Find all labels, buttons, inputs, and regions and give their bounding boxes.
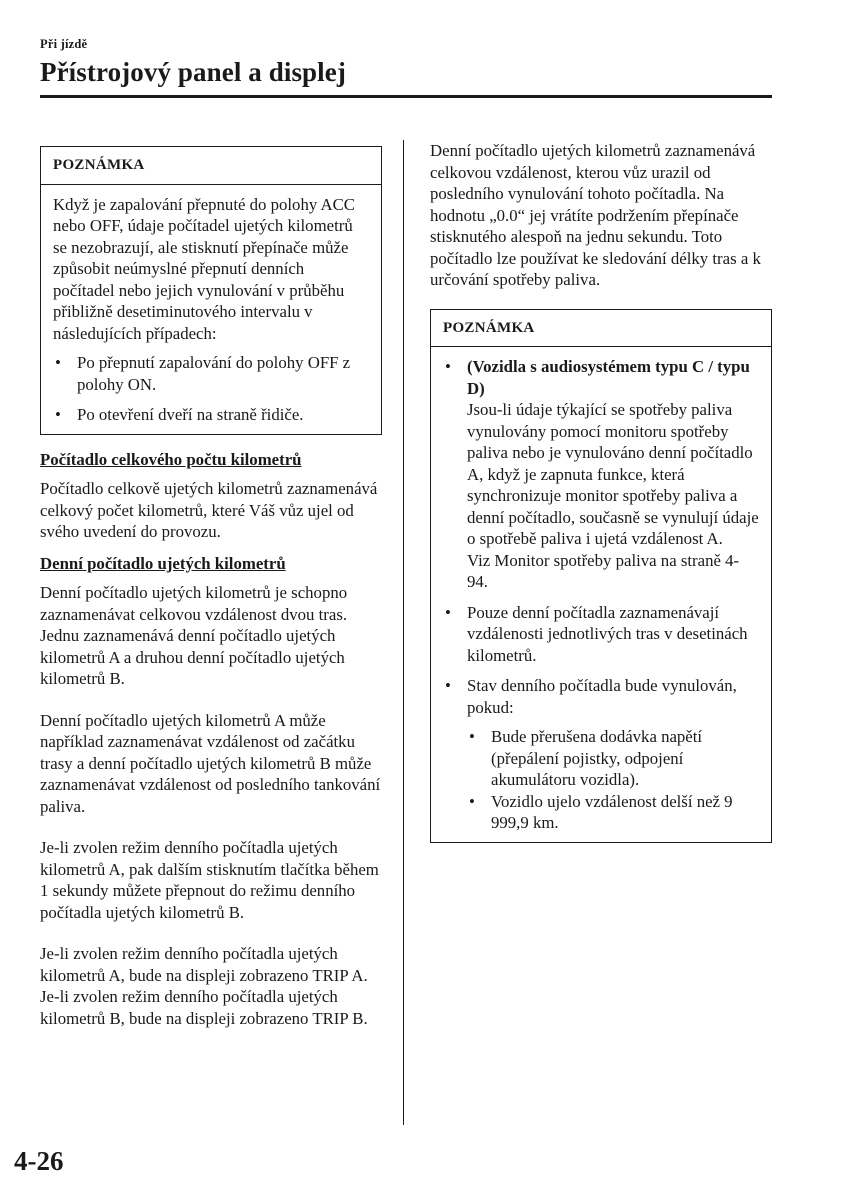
sub-bullet-list: [467, 726, 759, 834]
note-box-trip: [430, 309, 772, 843]
odometer-text: Počítadlo celkově ujetých kilometrů zaznamenává celkový počet kilometrů, které Váš vůz ujel od svého uvedení do provozu.: [40, 479, 378, 541]
sub-bullet: • Bude přerušena dodávka napětí (přepálení pojistky, odpojení akumulátoru vozidla).: [467, 726, 759, 791]
trip-paragraph: Je-li zvolen režim denního počítadla ujetých kilometrů A, pak dalším stisknutím tlačítka během 1 sekundy můžete přepnout do režimu denního počítadla ujetých kilometrů B.: [40, 838, 379, 922]
note-bullet-list: [53, 352, 369, 426]
note-bullet-text: • Stav denního počítadla bude vynulován, pokud:: [467, 676, 737, 717]
note-bullet-list: [443, 356, 759, 834]
trip-paragraph: Denní počítadlo ujetých kilometrů A může například zaznamenávat vzdálenost od začátku trasy a denní počítadlo ujetých kilometrů B může zaznamenávat vzdálenost od posledního tankování paliva.: [40, 710, 381, 816]
page-title: Přístrojový panel a displej: [40, 57, 346, 87]
note-heading: POZNÁMKA: [41, 147, 381, 185]
left-column: [40, 146, 382, 1029]
note-box-ignition: [40, 146, 382, 435]
note-body: [431, 347, 771, 842]
column-divider: [403, 140, 404, 1125]
note-bullet-reset: [443, 675, 759, 834]
trip-paragraph: Je-li zvolen režim denního počítadla ujetých kilometrů A, bude na displeji zobrazeno TRIP A. Je-li zvolen režim denního počítadla ujetých kilometrů B, bude na displeji zobrazeno TRIP B.: [40, 944, 368, 1028]
title-rule: [40, 95, 772, 98]
note-intro: Když je zapalování přepnuté do polohy ACC nebo OFF, údaje počítadel ujetých kilometrů se nezobrazují, ale stisknutí přepínače může způsobit neúmyslné přepnutí denních počítadel nebo jejich vynulování v průběhu přibližně desetiminutového intervalu v následujících případech:: [53, 194, 355, 343]
note-heading: POZNÁMKA: [431, 310, 771, 348]
note-bullet: • Po otevření dveří na straně řidiče.: [53, 404, 369, 426]
section-label: Při jízdě: [40, 37, 88, 51]
right-column: [430, 140, 772, 843]
trip-paragraph: Denní počítadlo ujetých kilometrů je schopno zaznamenávat celkovou vzdálenost dvou tras. Jednu zaznamenává denní počítadlo ujetých kilometrů A a druhou denní počítadlo ujetých kilometrů B.: [40, 583, 348, 688]
sub-bullet: • Vozidlo ujelo vzdálenost delší než 9 999,9 km.: [467, 791, 759, 834]
trip-heading: Denní počítadlo ujetých kilometrů: [40, 553, 286, 573]
note-bullet-reference: Viz Monitor spotřeby paliva na straně 4-94.: [467, 550, 740, 591]
note-bullet: • Po přepnutí zapalování do polohy OFF z polohy ON.: [53, 352, 369, 395]
odometer-heading: Počítadlo celkového počtu kilometrů: [40, 449, 302, 469]
page-number: 4-26: [14, 1146, 64, 1176]
note-bullet-audio: [443, 356, 759, 593]
note-body: [41, 185, 381, 434]
note-bullet: • Pouze denní počítadla zaznamenávají vzdálenosti jednotlivých tras v desetinách kilometrů.: [443, 602, 759, 667]
note-bullet-title: • (Vozidla s audiosystémem typu C / typu D): [467, 357, 750, 398]
trip-intro: Denní počítadlo ujetých kilometrů zaznamenává celkovou vzdálenost, kterou vůz urazil od posledního vynulování tohoto počítadla. Na hodnotu „0.0“ jej vrátíte podržením přepínače stisknutého alespoň na jednu sekundu. Toto počítadlo lze používat ke sledování délky tras a k určování spotřeby paliva.: [430, 141, 761, 289]
note-bullet-text: Jsou-li údaje týkající se spotřeby paliva vynulovány pomocí monitoru spotřeby paliva nebo je vynulováno denní počítadlo A, když je zapnuta funkce, která synchronizuje monitor spotřeby paliva a denní počítadlo, současně se vynulují údaje o spotřebě paliva i ujetá vzdálenost A.: [467, 400, 759, 548]
